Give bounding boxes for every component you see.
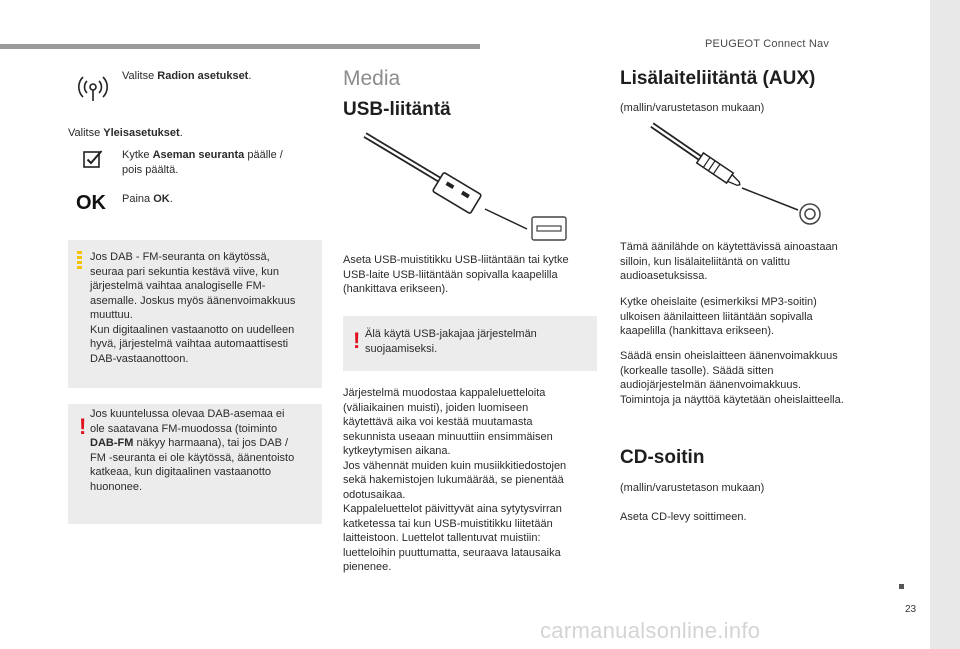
page-number: 23: [905, 604, 917, 615]
cd-instruction: Aseta CD-levy soittimeen.: [620, 511, 747, 523]
info-box-dab-fm: [68, 240, 322, 388]
usb-connector-illustration: [345, 125, 575, 245]
page-side-strip: [930, 0, 960, 649]
step-press-ok: Paina OK.: [122, 193, 173, 205]
header-title: PEUGEOT Connect Nav: [705, 38, 830, 50]
warning-box-dab-station: [68, 404, 322, 524]
aux-availability: (mallin/varustetason mukaan): [620, 102, 765, 114]
heading-cd: CD-soitin: [620, 447, 705, 468]
usb-instruction: Aseta USB-muistitikku USB-liitäntään tai kytke USB-laite USB-liitäntään sopivalla kaapelilla (hankittava erikseen).: [343, 254, 569, 295]
header-rule: [0, 44, 480, 49]
step-station-follow: Kytke Aseman seuranta päälle / pois päältä.: [122, 149, 283, 176]
watermark: carmanualsonline.info: [540, 618, 761, 643]
step-general-settings: Valitse Yleisasetukset.: [68, 127, 183, 139]
info-marker: [77, 251, 82, 271]
warning-exclamation-icon: !: [79, 414, 87, 439]
end-marker: [899, 584, 904, 589]
info-text: Jos DAB - FM-seuranta on käytössä, seuraa pari sekuntia kestävä viive, kun järjestelmä vaihtaa analogiselle FM- asemalle. Joskus myös äänenvoimakkuus muuttuu. Kun digitaalinen vastaanotto on uudelleen hyvä, järjestelmä vaihtaa automaattisesti DAB-vastaanottoon.: [90, 251, 296, 365]
warning-box-usb-hub: [343, 316, 597, 371]
warning-text: Jos kuuntelussa olevaa DAB-asemaa ei ole saatavana FM-muodossa (toiminto DAB-FM näkyy harmaana), tai jos DAB / FM -seuranta ei ole käytössä, äänentoisto katkeaa, kun digitaalinen vastaanotto huononee.: [90, 408, 295, 493]
warning-text: Älä käytä USB-jakajaa järjestelmän suojaamiseksi.: [365, 328, 537, 355]
heading-usb: USB-liitäntä: [343, 99, 451, 120]
heading-aux: Lisälaiteliitäntä (AUX): [620, 68, 816, 89]
section-title-media: Media: [343, 67, 401, 90]
ok-icon: OK: [76, 192, 106, 214]
aux-paragraph-1: Tämä äänilähde on käytettävissä ainoastaan silloin, kun lisälaiteliitäntä on valittu audioasetuksissa.: [620, 241, 838, 282]
playlist-info: Järjestelmä muodostaa kappaleluetteloita (väliaikainen muisti), joiden luomiseen käytettävä aika voi kestää muutamasta sekunnista useaan minuuttiin ensimmäisen kytkeytymisen aikana. Jos vähennät muiden kuin musiikkitiedostojen sekä hakemistojen lukumäärää, se pienentää odotusaikaa. Kappaleluettelot päivittyvät aina sytytysvirran katketessa tai kun USB-muistitikku liitetään laitteistoon. Luettelot tallentuvat muistiin: luetteloihin puuttumatta, seuraava latausaika pienenee.: [343, 387, 567, 573]
warning-exclamation-icon: !: [353, 328, 361, 353]
aux-jack-illustration: [620, 120, 830, 230]
checkbox-icon: [83, 150, 103, 168]
radio-antenna-icon: [78, 72, 108, 102]
aux-paragraph-3: Säädä ensin oheislaitteen äänenvoimakkuus (korkealle tasolle). Säädä sitten audiojärjestelmän äänenvoimakkuus. Toimintoja ja näyttöä käytetään oheislaitteella.: [620, 350, 844, 406]
aux-paragraph-2: Kytke oheislaite (esimerkiksi MP3-soitin) ulkoisen äänilaitteen liitäntään sopivalla kaapelilla (hankittava erikseen).: [620, 296, 817, 337]
step-radio-settings: Valitse Radion asetukset.: [122, 70, 252, 82]
cd-availability: (mallin/varustetason mukaan): [620, 482, 765, 494]
